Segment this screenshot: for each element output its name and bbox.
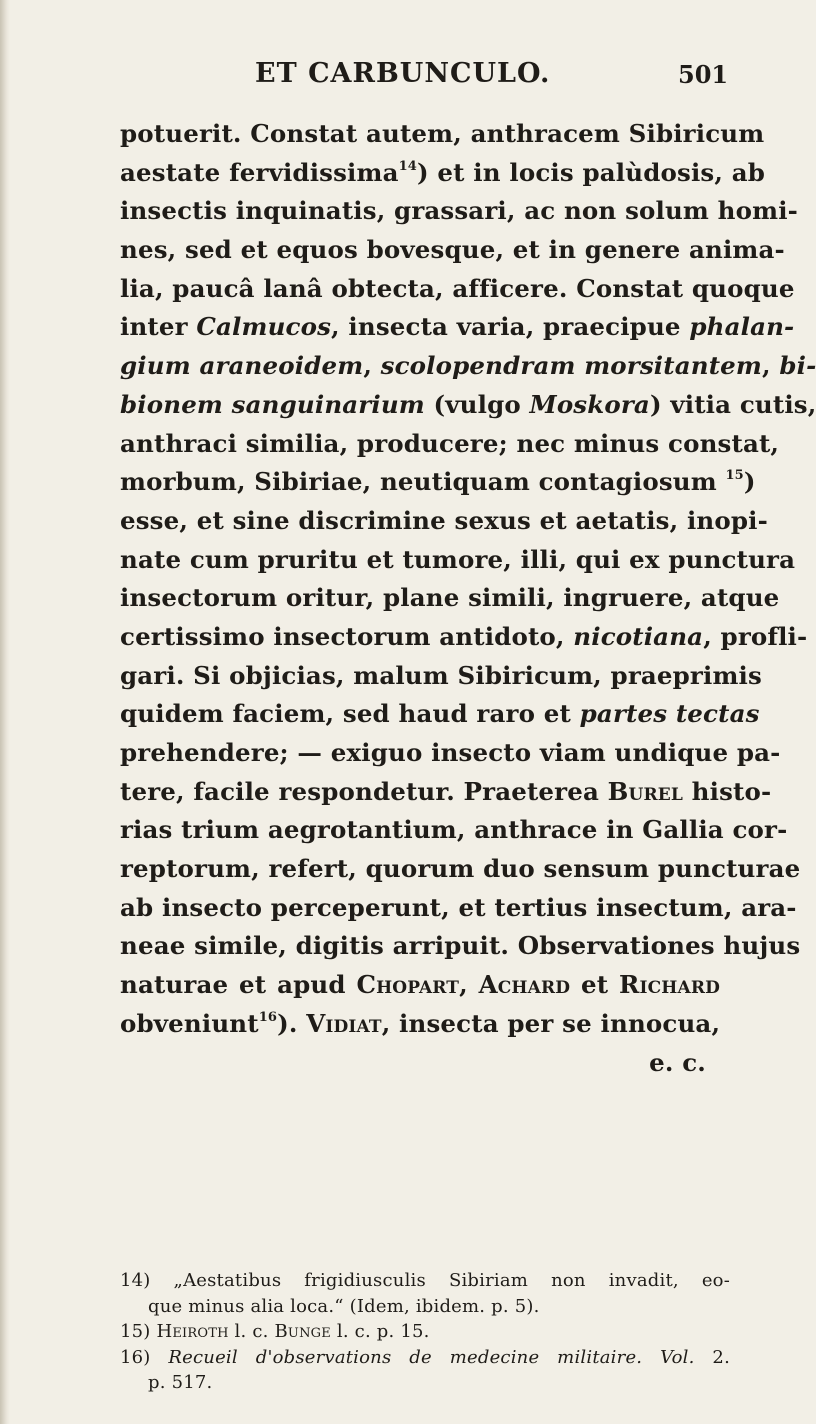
text-line <box>120 966 720 1005</box>
text-run: que minus alia loca.“ (Idem, ibidem. p. 5). <box>148 1295 540 1317</box>
italic-run: bi- <box>779 351 816 381</box>
footnotes-block <box>120 1268 730 1396</box>
text-run: ) et in locis palùdosis, ab <box>417 157 766 187</box>
text-run: morbum, Sibiriae, neutiquam contagiosum <box>120 467 726 497</box>
text-run: potuerit. Constat autem, anthracem Sibiricum <box>120 119 765 148</box>
text-run: reptorum, refert, quorum duo sensum puncturae <box>120 854 801 884</box>
text-run: , <box>761 351 780 381</box>
text-run: certissimo insectorum antidoto, <box>120 621 574 651</box>
small-caps-name: Bunge <box>274 1321 331 1342</box>
text-run: insectis inquinatis, grassari, ac non solum homi- <box>120 196 798 226</box>
footnote-line <box>120 1268 730 1294</box>
running-head-title: ET CARBUNCULO. <box>255 58 551 89</box>
text-run: rias trium aegrotantium, anthrace in Gallia cor- <box>120 815 788 845</box>
footnote-line <box>120 1345 730 1371</box>
italic-run: partes tectas <box>579 699 760 729</box>
text-line <box>120 811 788 850</box>
italic-run: Calmucos <box>196 312 332 342</box>
small-caps-name: Richard <box>618 970 720 1000</box>
footnote-marker: 16 <box>258 1009 278 1025</box>
italic-run: bionem sanguinarium <box>120 389 425 419</box>
text-run: obveniunt <box>120 1008 259 1038</box>
text-line <box>120 386 816 425</box>
text-run: nes, sed et equos bovesque, et in genere anima- <box>120 235 785 265</box>
footnote-marker: 14 <box>398 158 417 174</box>
text-run: anthraci similia, producere; nec minus constat, <box>120 428 780 458</box>
text-run: quidem faciem, sed haud raro et <box>120 699 580 729</box>
italic-run: nicotiana <box>573 621 704 651</box>
footnote-line <box>120 1294 730 1320</box>
text-line <box>120 541 796 580</box>
text-run: et <box>570 970 619 1000</box>
text-line <box>120 115 765 154</box>
text-run: l. c. <box>228 1321 275 1342</box>
text-line <box>120 347 816 386</box>
text-run: p. 517. <box>148 1372 213 1393</box>
text-line <box>120 425 780 464</box>
text-run: esse, et sine discrimine sexus et aetatis, inopi- <box>120 505 768 535</box>
italic-run: gium araneoidem <box>120 351 364 381</box>
text-run: ). <box>277 1008 307 1038</box>
text-run: , profli- <box>703 621 808 651</box>
text-run: gari. Si objicias, malum Sibiricum, praeprimis <box>120 660 762 690</box>
text-line <box>120 1005 720 1044</box>
footnote-marker: 15 <box>725 468 744 484</box>
small-caps-name: Vidiat <box>306 1008 382 1038</box>
text-run: e. c. <box>649 1047 706 1077</box>
text-run: naturae et apud <box>120 970 357 1000</box>
text-run: 2. <box>694 1346 731 1368</box>
text-line <box>120 270 795 309</box>
text-run: insectorum oritur, plane simili, ingruere, atque <box>120 583 780 613</box>
text-run: ) vitia cutis, <box>649 389 816 419</box>
text-line <box>120 889 797 928</box>
italic-run: phalan- <box>689 312 795 342</box>
small-caps-name: Burel <box>607 776 683 806</box>
text-line <box>120 618 808 657</box>
text-run: lia, paucâ lanâ obtecta, afficere. Constat quoque <box>120 273 795 303</box>
text-run: , insecta varia, praecipue <box>331 312 690 342</box>
small-caps-name: Achard <box>478 970 571 1000</box>
text-line <box>120 850 801 889</box>
catchword-line <box>120 1044 720 1083</box>
footnote-line <box>120 1370 730 1396</box>
text-run: (vulgo <box>424 389 530 419</box>
text-line <box>120 657 762 696</box>
text-run: , <box>459 970 479 1000</box>
text-run: tere, facile respondetur. Praeterea <box>120 776 608 806</box>
text-line <box>120 231 785 270</box>
small-caps-name: Chopart <box>356 970 460 1000</box>
text-run: 14) „Aestatibus frigidiusculis Sibiriam non invadit, eo- <box>120 1270 730 1291</box>
text-run: aestate fervidissima <box>120 157 399 187</box>
italic-run: Recueil d'observations de medecine militaire. Vol. <box>168 1346 695 1368</box>
italic-run: Moskora <box>529 389 650 419</box>
text-run: ) <box>743 467 756 497</box>
running-head <box>0 58 800 98</box>
text-line <box>120 927 801 966</box>
text-line <box>120 734 781 773</box>
text-run: , insecta per se innocua, <box>381 1008 721 1038</box>
page-number: 501 <box>678 60 729 89</box>
text-line <box>120 192 798 231</box>
text-run: 16) <box>120 1346 169 1368</box>
text-run: prehendere; — exiguo insecto viam undique pa- <box>120 738 781 767</box>
text-line <box>120 502 768 541</box>
text-run: neae simile, digitis arripuit. Observationes hujus <box>120 931 801 961</box>
text-run: nate cum pruritu et tumore, illi, qui ex punctura <box>120 544 796 574</box>
text-line <box>120 308 795 347</box>
text-run: inter <box>120 312 197 342</box>
text-line <box>120 695 760 734</box>
italic-run: scolopendram morsitantem <box>380 351 762 381</box>
small-caps-name: Heiroth <box>156 1321 229 1342</box>
text-run: , <box>363 351 381 381</box>
footnote-line <box>120 1319 730 1345</box>
main-text-block <box>120 115 816 1082</box>
text-line <box>120 579 780 618</box>
text-run: 15) <box>120 1321 157 1342</box>
text-run: histo- <box>683 776 772 806</box>
text-line <box>120 773 772 812</box>
text-line <box>120 463 756 502</box>
text-run: l. c. p. 15. <box>330 1321 430 1342</box>
text-line <box>120 154 766 193</box>
text-run: ab insecto perceperunt, et tertius insectum, ara- <box>120 892 797 922</box>
